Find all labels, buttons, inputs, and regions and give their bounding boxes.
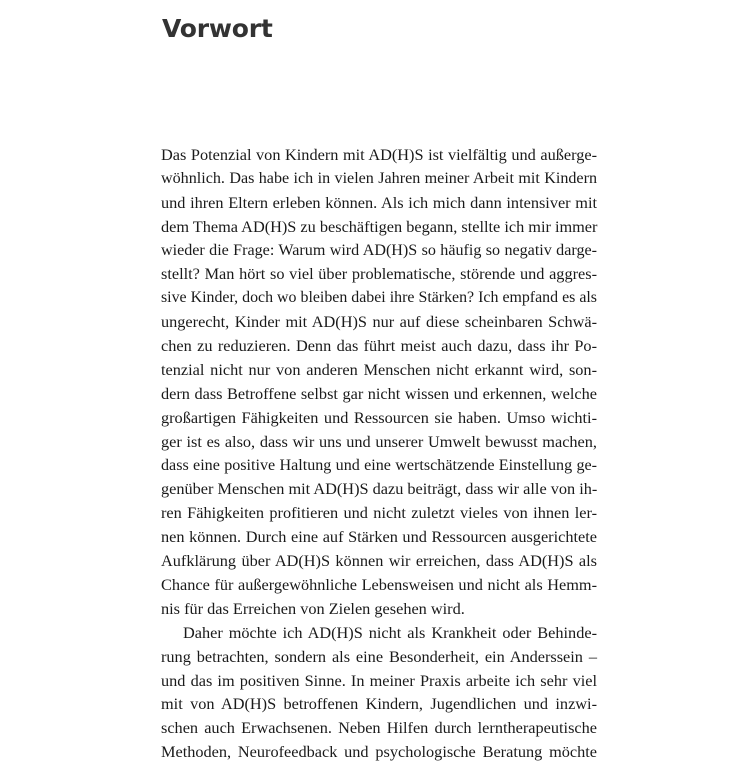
- text-line: und ihren Eltern erleben können. Als ich mich dann intensiver mit: [161, 192, 597, 212]
- text-line: stellt? Man hört so viel über problematische, störende und aggres-: [161, 264, 597, 284]
- text-line: nen können. Durch eine auf Stärken und Ressourcen ausgerichtete: [161, 527, 597, 547]
- text-line: wieder die Frage: Warum wird AD(H)S so häufig so negativ darge-: [161, 241, 597, 259]
- text-line: ungerecht, Kinder mit AD(H)S nur auf diese scheinbaren Schwä-: [161, 312, 597, 332]
- paragraph-2: [161, 621, 597, 764]
- text-line: Daher möchte ich AD(H)S nicht als Krankheit oder Behinde-: [183, 622, 597, 642]
- text-line: dem Thema AD(H)S zu beschäftigen begann, stellte ich mir immer: [161, 216, 598, 236]
- text-line: schen auch Erwachsenen. Neben Hilfen durch lerntherapeutische: [161, 718, 597, 738]
- text-line: Das Potenzial von Kindern mit AD(H)S ist vielfältig und außerge-: [161, 145, 597, 164]
- text-line: und das im positiven Sinne. In meiner Praxis arbeite ich sehr viel: [161, 670, 597, 690]
- text-line: sive Kinder, doch wo bleiben dabei ihre Stärken? Ich empfand es als: [161, 289, 597, 307]
- text-line: Aufklärung über AD(H)S können wir erreichen, dass AD(H)S als: [161, 551, 597, 571]
- text-line: Chance für außergewöhnliche Lebensweisen und nicht als Hemm-: [161, 575, 597, 595]
- chapter-title: Vorwort: [162, 14, 273, 43]
- text-line: genüber Menschen mit AD(H)S dazu beiträgt, dass wir alle von ih-: [161, 479, 598, 499]
- text-line: mit von AD(H)S betroffenen Kindern, Jugendlichen und inzwi-: [161, 694, 597, 714]
- text-line: dass eine positive Haltung und eine wertschätzende Einstellung ge-: [161, 456, 597, 474]
- paragraph-1: [161, 143, 597, 621]
- text-line: chen zu reduzieren. Denn das führt meist auch dazu, dass ihr Po-: [161, 336, 597, 356]
- text-line: nis für das Erreichen von Zielen gesehen wird.: [161, 598, 465, 618]
- text-line: wöhnlich. Das habe ich in vielen Jahren meiner Arbeit mit Kindern: [161, 169, 597, 187]
- text-line: Methoden, Neurofeedback und psychologische Beratung möchte: [161, 742, 597, 762]
- text-line: dern dass Betroffene selbst gar nicht wissen und erkennen, welche: [161, 383, 597, 403]
- text-line: tenzial nicht nur von anderen Menschen nicht erkannt wird, son-: [161, 360, 597, 380]
- text-line: rung betrachten, sondern als eine Besonderheit, ein Anderssein –: [161, 646, 597, 666]
- text-line: ger ist es also, dass wir uns und unserer Umwelt bewusst machen,: [161, 431, 597, 451]
- text-line: ren Fähigkeiten profitieren und nicht zuletzt vieles von ihnen ler-: [161, 503, 597, 523]
- text-line: großartigen Fähigkeiten und Ressourcen sie haben. Umso wichti-: [161, 407, 597, 427]
- body-text: [161, 143, 597, 764]
